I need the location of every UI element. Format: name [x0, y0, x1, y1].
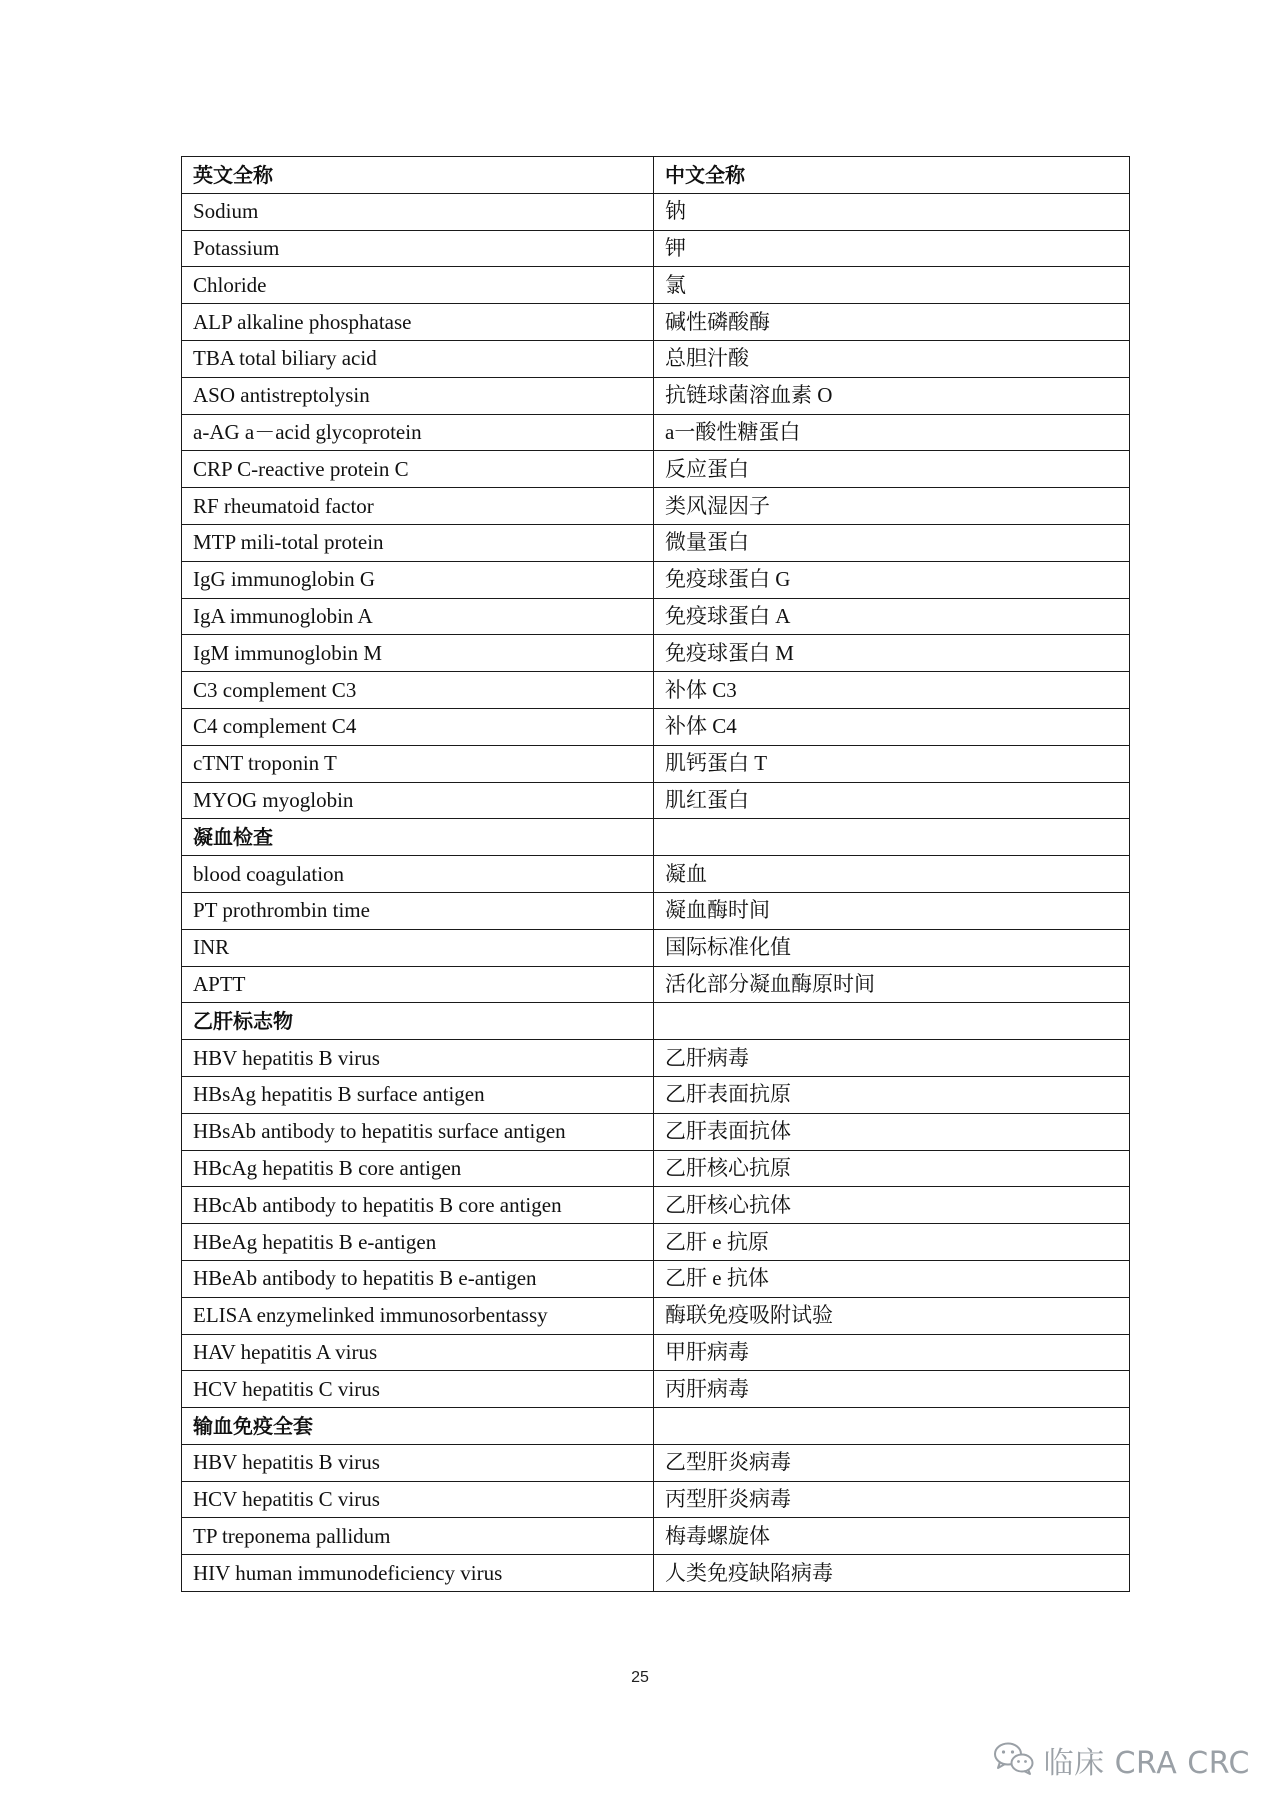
term-chinese: 甲肝病毒: [654, 1334, 1130, 1371]
term-english: INR: [182, 929, 654, 966]
term-chinese: 补体 C4: [654, 708, 1130, 745]
term-english: IgA immunoglobin A: [182, 598, 654, 635]
table-row: [182, 892, 1130, 929]
term-english: PT prothrombin time: [182, 892, 654, 929]
term-chinese: 免疫球蛋白 M: [654, 635, 1130, 672]
table-row: [182, 377, 1130, 414]
table-row: [182, 561, 1130, 598]
table-row: [182, 1555, 1130, 1592]
term-english: ELISA enzymelinked immunosorbentassy: [182, 1297, 654, 1334]
term-english: CRP C-reactive protein C: [182, 451, 654, 488]
term-english: C3 complement C3: [182, 672, 654, 709]
term-chinese: 钾: [654, 230, 1130, 267]
section-row-coagulation: [182, 819, 1130, 856]
table-row: [182, 929, 1130, 966]
term-english: ALP alkaline phosphatase: [182, 304, 654, 341]
table-row: [182, 193, 1130, 230]
wechat-icon: [992, 1740, 1036, 1781]
table-row: [182, 1187, 1130, 1224]
term-english: Sodium: [182, 193, 654, 230]
table-row: [182, 1518, 1130, 1555]
term-chinese: 乙肝表面抗原: [654, 1076, 1130, 1113]
glossary-table: [181, 156, 1130, 1592]
term-english: HBsAg hepatitis B surface antigen: [182, 1076, 654, 1113]
table-row: [182, 230, 1130, 267]
page-number: 25: [631, 1669, 649, 1686]
term-english: TP treponema pallidum: [182, 1518, 654, 1555]
term-english: RF rheumatoid factor: [182, 488, 654, 525]
term-chinese: 微量蛋白: [654, 524, 1130, 561]
term-english: MYOG myoglobin: [182, 782, 654, 819]
term-chinese: 乙型肝炎病毒: [654, 1444, 1130, 1481]
table-row: [182, 782, 1130, 819]
table-row: [182, 1113, 1130, 1150]
table-row: [182, 414, 1130, 451]
table-row: [182, 708, 1130, 745]
term-english: Potassium: [182, 230, 654, 267]
table-row: [182, 598, 1130, 635]
table-row: [182, 267, 1130, 304]
table-row: [182, 1076, 1130, 1113]
term-english: HBcAb antibody to hepatitis B core antigen: [182, 1187, 654, 1224]
table-row: [182, 966, 1130, 1003]
table-row: [182, 1334, 1130, 1371]
term-chinese: 免疫球蛋白 A: [654, 598, 1130, 635]
watermark-text: 临床 CRA CRC: [1043, 1746, 1250, 1781]
term-chinese: [654, 1408, 1130, 1445]
term-english: HCV hepatitis C virus: [182, 1481, 654, 1518]
table-row: [182, 1040, 1130, 1077]
table-row: [182, 1481, 1130, 1518]
table-row: [182, 1150, 1130, 1187]
term-english: HBsAb antibody to hepatitis surface antigen: [182, 1113, 654, 1150]
term-english: IgM immunoglobin M: [182, 635, 654, 672]
section-heading: 输血免疫全套: [182, 1408, 654, 1445]
table-row: [182, 1224, 1130, 1261]
term-chinese: 氯: [654, 267, 1130, 304]
term-english: C4 complement C4: [182, 708, 654, 745]
term-chinese: 梅毒螺旋体: [654, 1518, 1130, 1555]
term-english: HAV hepatitis A virus: [182, 1334, 654, 1371]
term-chinese: a一酸性糖蛋白: [654, 414, 1130, 451]
header-chinese: 中文全称: [654, 157, 1130, 194]
term-chinese: 乙肝病毒: [654, 1040, 1130, 1077]
term-chinese: 乙肝 e 抗原: [654, 1224, 1130, 1261]
term-english: TBA total biliary acid: [182, 340, 654, 377]
term-english: HBV hepatitis B virus: [182, 1040, 654, 1077]
term-chinese: 国际标准化值: [654, 929, 1130, 966]
term-chinese: 丙型肝炎病毒: [654, 1481, 1130, 1518]
term-chinese: 碱性磷酸酶: [654, 304, 1130, 341]
table-row: [182, 1444, 1130, 1481]
term-chinese: 类风湿因子: [654, 488, 1130, 525]
term-chinese: 凝血: [654, 856, 1130, 893]
table-row: [182, 340, 1130, 377]
term-chinese: 补体 C3: [654, 672, 1130, 709]
term-chinese: 总胆汁酸: [654, 340, 1130, 377]
term-chinese: 反应蛋白: [654, 451, 1130, 488]
term-english: Chloride: [182, 267, 654, 304]
term-english: HBcAg hepatitis B core antigen: [182, 1150, 654, 1187]
term-chinese: 活化部分凝血酶原时间: [654, 966, 1130, 1003]
term-english: IgG immunoglobin G: [182, 561, 654, 598]
table-row: [182, 524, 1130, 561]
section-row-transfusion-immunology: [182, 1408, 1130, 1445]
term-chinese: 人类免疫缺陷病毒: [654, 1555, 1130, 1592]
term-english: a-AG a－acid glycoprotein: [182, 414, 654, 451]
term-chinese: 乙肝表面抗体: [654, 1113, 1130, 1150]
section-heading: 乙肝标志物: [182, 1003, 654, 1040]
table-row: [182, 1371, 1130, 1408]
term-english: HCV hepatitis C virus: [182, 1371, 654, 1408]
term-chinese: 钠: [654, 193, 1130, 230]
table-row: [182, 856, 1130, 893]
term-english: HBV hepatitis B virus: [182, 1444, 654, 1481]
term-chinese: 肌钙蛋白 T: [654, 745, 1130, 782]
header-english: 英文全称: [182, 157, 654, 194]
term-chinese: 肌红蛋白: [654, 782, 1130, 819]
term-english: APTT: [182, 966, 654, 1003]
table-row: [182, 1260, 1130, 1297]
table-row: [182, 451, 1130, 488]
term-chinese: 乙肝 e 抗体: [654, 1260, 1130, 1297]
table-row: [182, 304, 1130, 341]
term-english: cTNT troponin T: [182, 745, 654, 782]
term-english: ASO antistreptolysin: [182, 377, 654, 414]
table-row: [182, 1297, 1130, 1334]
term-chinese: 丙肝病毒: [654, 1371, 1130, 1408]
table-row: [182, 745, 1130, 782]
term-english: HBeAb antibody to hepatitis B e-antigen: [182, 1260, 654, 1297]
term-chinese: 免疫球蛋白 G: [654, 561, 1130, 598]
term-chinese: 酶联免疫吸附试验: [654, 1297, 1130, 1334]
term-english: HIV human immunodeficiency virus: [182, 1555, 654, 1592]
term-english: MTP mili-total protein: [182, 524, 654, 561]
table-row: [182, 672, 1130, 709]
table-header-row: [182, 157, 1130, 194]
term-english: blood coagulation: [182, 856, 654, 893]
term-english: HBeAg hepatitis B e-antigen: [182, 1224, 654, 1261]
term-chinese: [654, 1003, 1130, 1040]
watermark: [992, 1738, 1250, 1782]
table-row: [182, 488, 1130, 525]
term-chinese: [654, 819, 1130, 856]
section-row-hepatitis-b-markers: [182, 1003, 1130, 1040]
term-chinese: 抗链球菌溶血素 O: [654, 377, 1130, 414]
term-chinese: 乙肝核心抗原: [654, 1150, 1130, 1187]
section-heading: 凝血检查: [182, 819, 654, 856]
term-chinese: 乙肝核心抗体: [654, 1187, 1130, 1224]
term-chinese: 凝血酶时间: [654, 892, 1130, 929]
table-row: [182, 635, 1130, 672]
